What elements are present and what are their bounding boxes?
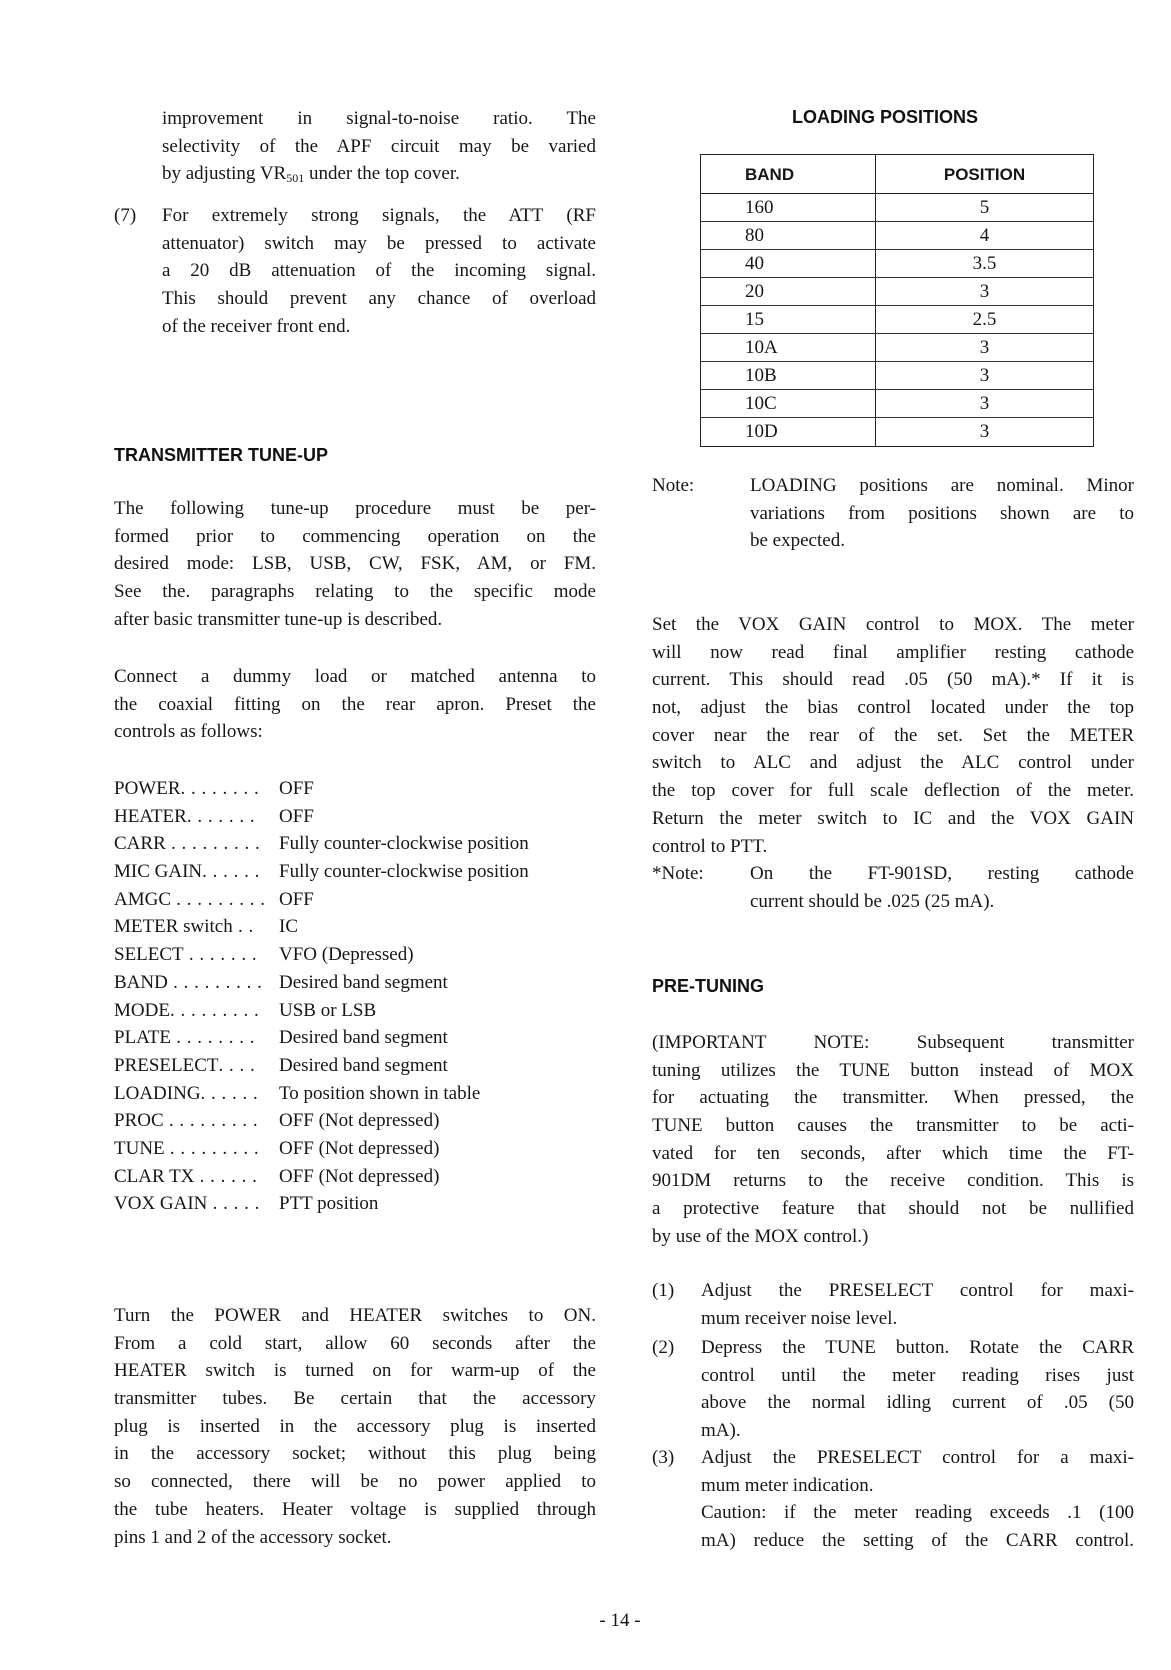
position-cell: 2.5 [972, 309, 997, 330]
intro-paragraph [162, 105, 596, 188]
preset-control-cell [114, 969, 279, 997]
preset-leader: . . . . . . . . . [167, 971, 263, 993]
preset-leader: . . . . . . [194, 1165, 258, 1187]
tuneup-line: formed prior to commencing operation on the [114, 525, 596, 547]
preset-control-cell [114, 1052, 279, 1080]
preset-control-cell [114, 941, 279, 969]
step-line: mum receiver noise level. [701, 1307, 898, 1329]
connect-line: Connect a dummy load or matched antenna to [114, 666, 596, 687]
band-cell: 10A [701, 334, 876, 361]
important-note-line: by use of the MOX control.) [652, 1225, 869, 1247]
preset-setting: Desired band segment [279, 1054, 448, 1076]
vox-line: cover near the rear of the set. Set the METER [652, 724, 1134, 746]
position-cell: 5 [979, 197, 990, 218]
preset-leader: . . . . . . . . . [169, 999, 260, 1021]
preset-leader: . . . . . . . [186, 805, 256, 827]
preset-setting: USB or LSB [279, 999, 377, 1021]
step-2-label: (2) [652, 1337, 675, 1358]
bias-note-text [750, 860, 1134, 915]
step-1-text [701, 1277, 1134, 1332]
loading-table-row [701, 334, 1093, 362]
preset-row [114, 1107, 596, 1135]
transmitter-tuneup-heading: TRANSMITTER TUNE-UP [114, 445, 328, 465]
preset-setting: OFF (Not depressed) [279, 1137, 440, 1159]
preset-setting: OFF (Not depressed) [279, 1165, 440, 1187]
preset-setting: VFO (Depressed) [279, 944, 414, 966]
preset-setting: PTT position [279, 1193, 379, 1215]
position-cell: 3 [979, 337, 990, 358]
step-3-label: (3) [652, 1447, 675, 1468]
preset-row [114, 997, 596, 1025]
step-line: Caution: if the meter reading exceeds .1 (100 [701, 1502, 1134, 1524]
preset-setting: OFF [279, 778, 314, 799]
preset-control-cell [114, 997, 279, 1025]
bias-note-line: On the FT-901SD, resting cathode [750, 863, 1134, 884]
preset-row [114, 941, 596, 969]
preset-row [114, 775, 596, 803]
step-1-label: (1) [652, 1280, 675, 1301]
preset-control: METER switch [114, 916, 233, 938]
turn-on-line: From a cold start, allow 60 seconds after the [114, 1332, 596, 1354]
position-cell: 3 [979, 365, 990, 386]
preset-control-cell [114, 775, 279, 803]
step-line: mA). [701, 1420, 741, 1442]
preset-control-cell [114, 886, 279, 914]
vr-subscript: 501 [286, 171, 305, 186]
bias-note-line: current should be .025 (25 mA). [750, 890, 995, 912]
position-column-header: POSITION [943, 165, 1026, 184]
preset-leader: . . . . . . [202, 861, 260, 883]
tuneup-paragraph [114, 495, 596, 633]
vox-paragraph [652, 611, 1134, 860]
preset-control-cell [114, 1163, 279, 1191]
loading-note-label: Note: [652, 475, 695, 496]
step-line: Adjust the PRESELECT control for a maxi- [701, 1447, 1134, 1468]
preset-control: LOADING [114, 1082, 201, 1104]
position-cell: 3 [979, 281, 990, 302]
step-line: mum meter indication. [701, 1474, 874, 1496]
important-note-line: 901DM returns to the receive condition. This is [652, 1170, 1134, 1192]
vox-line: Return the meter switch to IC and the VOX GAIN [652, 807, 1134, 829]
connect-line: the coaxial fitting on the rear apron. Preset the [114, 693, 596, 715]
bias-note-label: *Note: [652, 863, 704, 884]
preset-control-cell [114, 1190, 279, 1218]
preset-row [114, 1190, 596, 1218]
item-7-line: attenuator) switch may be pressed to activate [162, 232, 596, 254]
pre-tuning-heading: PRE-TUNING [652, 976, 764, 996]
position-cell: 3 [979, 421, 990, 442]
turn-on-line: plug is inserted in the accessory plug is inserted [114, 1415, 596, 1437]
vox-line: not, adjust the bias control located under the top [652, 697, 1134, 719]
preset-row [114, 803, 596, 831]
loading-table-header [701, 155, 1093, 194]
preset-leader: . . . . . . [200, 1082, 259, 1104]
band-cell: 160 [701, 194, 876, 221]
step-3-text [701, 1444, 1134, 1555]
vox-line: the top cover for full scale deflection of the meter. [652, 780, 1134, 802]
preset-setting: OFF [279, 805, 314, 827]
preset-setting: Fully counter-clockwise position [279, 833, 529, 855]
preset-setting: IC [279, 916, 298, 938]
preset-control-cell [114, 858, 279, 886]
important-note-line: for actuating the transmitter. When pressed, the [652, 1087, 1134, 1109]
preset-control-cell [114, 830, 279, 858]
important-note-line: (IMPORTANT NOTE: Subsequent transmitter [652, 1032, 1134, 1053]
page-number: - 14 - [599, 1610, 641, 1631]
band-cell: 20 [701, 278, 876, 305]
preset-setting: To position shown in table [279, 1082, 481, 1104]
preset-control: PLATE [114, 1027, 171, 1049]
preset-control-cell [114, 913, 279, 941]
step-line: Depress the TUNE button. Rotate the CARR [701, 1337, 1134, 1358]
preset-row [114, 1163, 596, 1191]
important-note-line: tuning utilizes the TUNE button instead of MOX [652, 1059, 1134, 1081]
preset-row [114, 1135, 596, 1163]
vox-line: control to PTT. [652, 835, 768, 857]
preset-leader: . . [232, 916, 254, 938]
preset-leader: . . . . [218, 1054, 256, 1076]
intro-line: improvement in signal-to-noise ratio. The [162, 108, 596, 129]
band-cell: 40 [701, 250, 876, 277]
preset-control-cell [114, 1107, 279, 1135]
position-cell: 4 [979, 225, 990, 246]
preset-row [114, 913, 596, 941]
preset-control-cell [114, 1024, 279, 1052]
loading-table-row [701, 390, 1093, 418]
important-note-paragraph [652, 1029, 1134, 1251]
preset-control: PROC [114, 1110, 164, 1132]
vox-line: Set the VOX GAIN control to MOX. The meter [652, 614, 1134, 635]
loading-table-row [701, 278, 1093, 306]
preset-control: AMGC [114, 888, 172, 910]
preset-row [114, 858, 596, 886]
preset-leader: . . . . . . . . . [165, 833, 261, 855]
loading-note-line: be expected. [750, 530, 845, 552]
loading-table-row [701, 306, 1093, 334]
preset-control: PRESELECT [114, 1054, 219, 1076]
intro-line [162, 160, 596, 188]
preset-row [114, 1052, 596, 1080]
preset-setting: Desired band segment [279, 971, 448, 993]
turn-on-line: transmitter tubes. Be certain that the accessory [114, 1388, 596, 1410]
important-note-line: a protective feature that should not be nullified [652, 1198, 1134, 1220]
tuneup-line: See the. paragraphs relating to the specific mode [114, 581, 596, 603]
turn-on-line: so connected, there will be no power applied to [114, 1471, 596, 1493]
vox-line: current. This should read .05 (50 mA).* If it is [652, 669, 1134, 691]
band-column-header: BAND [701, 155, 876, 193]
preset-list [114, 775, 596, 1218]
preset-row [114, 969, 596, 997]
preset-row [114, 830, 596, 858]
preset-setting: Fully counter-clockwise position [279, 861, 529, 883]
preset-row [114, 886, 596, 914]
preset-setting: Desired band segment [279, 1027, 448, 1049]
preset-control: MIC GAIN [114, 861, 203, 883]
preset-control: TUNE [114, 1137, 165, 1159]
preset-control: SELECT [114, 944, 184, 966]
preset-row [114, 1080, 596, 1108]
loading-positions-table [700, 154, 1094, 447]
band-cell: 10B [701, 362, 876, 389]
intro-text: by adjusting VR [162, 163, 287, 185]
intro-line: selectivity of the APF circuit may be varied [162, 135, 596, 157]
position-cell: 3.5 [972, 253, 997, 274]
turn-on-paragraph [114, 1302, 596, 1551]
important-note-line: vated for ten seconds, after which time the FT- [652, 1142, 1134, 1164]
preset-leader: . . . . . [207, 1193, 260, 1215]
preset-control-cell [114, 803, 279, 831]
turn-on-line: pins 1 and 2 of the accessory socket. [114, 1526, 392, 1548]
turn-on-line: the tube heaters. Heater voltage is supplied through [114, 1498, 596, 1520]
band-cell: 80 [701, 222, 876, 249]
preset-control-cell [114, 1080, 279, 1108]
tuneup-line: The following tune-up procedure must be per- [114, 498, 596, 519]
preset-leader: . . . . . . . . . [171, 888, 266, 910]
preset-row [114, 1024, 596, 1052]
preset-control-cell [114, 1135, 279, 1163]
tuneup-line: desired mode: LSB, USB, CW, FSK, AM, or FM. [114, 553, 596, 575]
preset-leader: . . . . . . . . [171, 1027, 255, 1049]
vox-line: will now read final amplifier resting cathode [652, 641, 1134, 663]
item-7-line: This should prevent any chance of overload [162, 288, 596, 310]
preset-control: POWER [114, 778, 181, 799]
band-cell: 10D [701, 418, 876, 446]
step-2-text [701, 1334, 1134, 1445]
item-7-line: a 20 dB attenuation of the incoming signal. [162, 260, 596, 282]
preset-leader: . . . . . . . . [180, 778, 260, 799]
loading-table-row [701, 362, 1093, 390]
preset-control: MODE [114, 999, 170, 1021]
intro-text: under the top cover. [304, 163, 460, 185]
turn-on-line: in the accessory socket; without this plug being [114, 1443, 596, 1465]
position-cell: 3 [979, 393, 990, 414]
step-line: above the normal idling current of .05 (50 [701, 1392, 1134, 1414]
loading-note-line: LOADING positions are nominal. Minor [750, 475, 1134, 496]
step-line: mA) reduce the setting of the CARR control. [701, 1530, 1134, 1552]
loading-note-text [750, 472, 1134, 555]
preset-leader: . . . . . . . . . [164, 1137, 260, 1159]
item-7-paragraph [162, 202, 596, 340]
band-cell: 10C [701, 390, 876, 417]
preset-control: VOX GAIN [114, 1193, 208, 1215]
item-7-line: of the receiver front end. [162, 315, 351, 337]
preset-control: HEATER [114, 805, 187, 827]
preset-control: BAND [114, 971, 168, 993]
preset-setting: OFF [279, 888, 314, 910]
preset-setting: OFF (Not depressed) [279, 1110, 440, 1132]
tuneup-line: after basic transmitter tune-up is described. [114, 608, 443, 630]
turn-on-line: Turn the POWER and HEATER switches to ON. [114, 1305, 596, 1326]
turn-on-line: HEATER switch is turned on for warm-up of the [114, 1360, 596, 1382]
item-7-label: (7) [114, 205, 137, 226]
preset-control: CLAR TX [114, 1165, 195, 1187]
loading-table-row [701, 250, 1093, 278]
loading-table-row [701, 194, 1093, 222]
item-7-line: For extremely strong signals, the ATT (RF [162, 205, 596, 226]
preset-leader: . . . . . . . [183, 944, 258, 966]
important-note-line: TUNE button causes the transmitter to be acti- [652, 1115, 1134, 1137]
preset-control: CARR [114, 833, 166, 855]
loading-note-line: variations from positions shown are to [750, 502, 1134, 524]
loading-positions-heading: LOADING POSITIONS [791, 107, 978, 127]
step-line: Adjust the PRESELECT control for maxi- [701, 1280, 1134, 1301]
loading-table-row [701, 222, 1093, 250]
connect-paragraph [114, 663, 596, 746]
step-line: control until the meter reading rises just [701, 1364, 1134, 1386]
preset-leader: . . . . . . . . . [163, 1110, 259, 1132]
vox-line: switch to ALC and adjust the ALC control under [652, 752, 1134, 774]
connect-line: controls as follows: [114, 721, 263, 743]
loading-table-row [701, 418, 1093, 446]
band-cell: 15 [701, 306, 876, 333]
